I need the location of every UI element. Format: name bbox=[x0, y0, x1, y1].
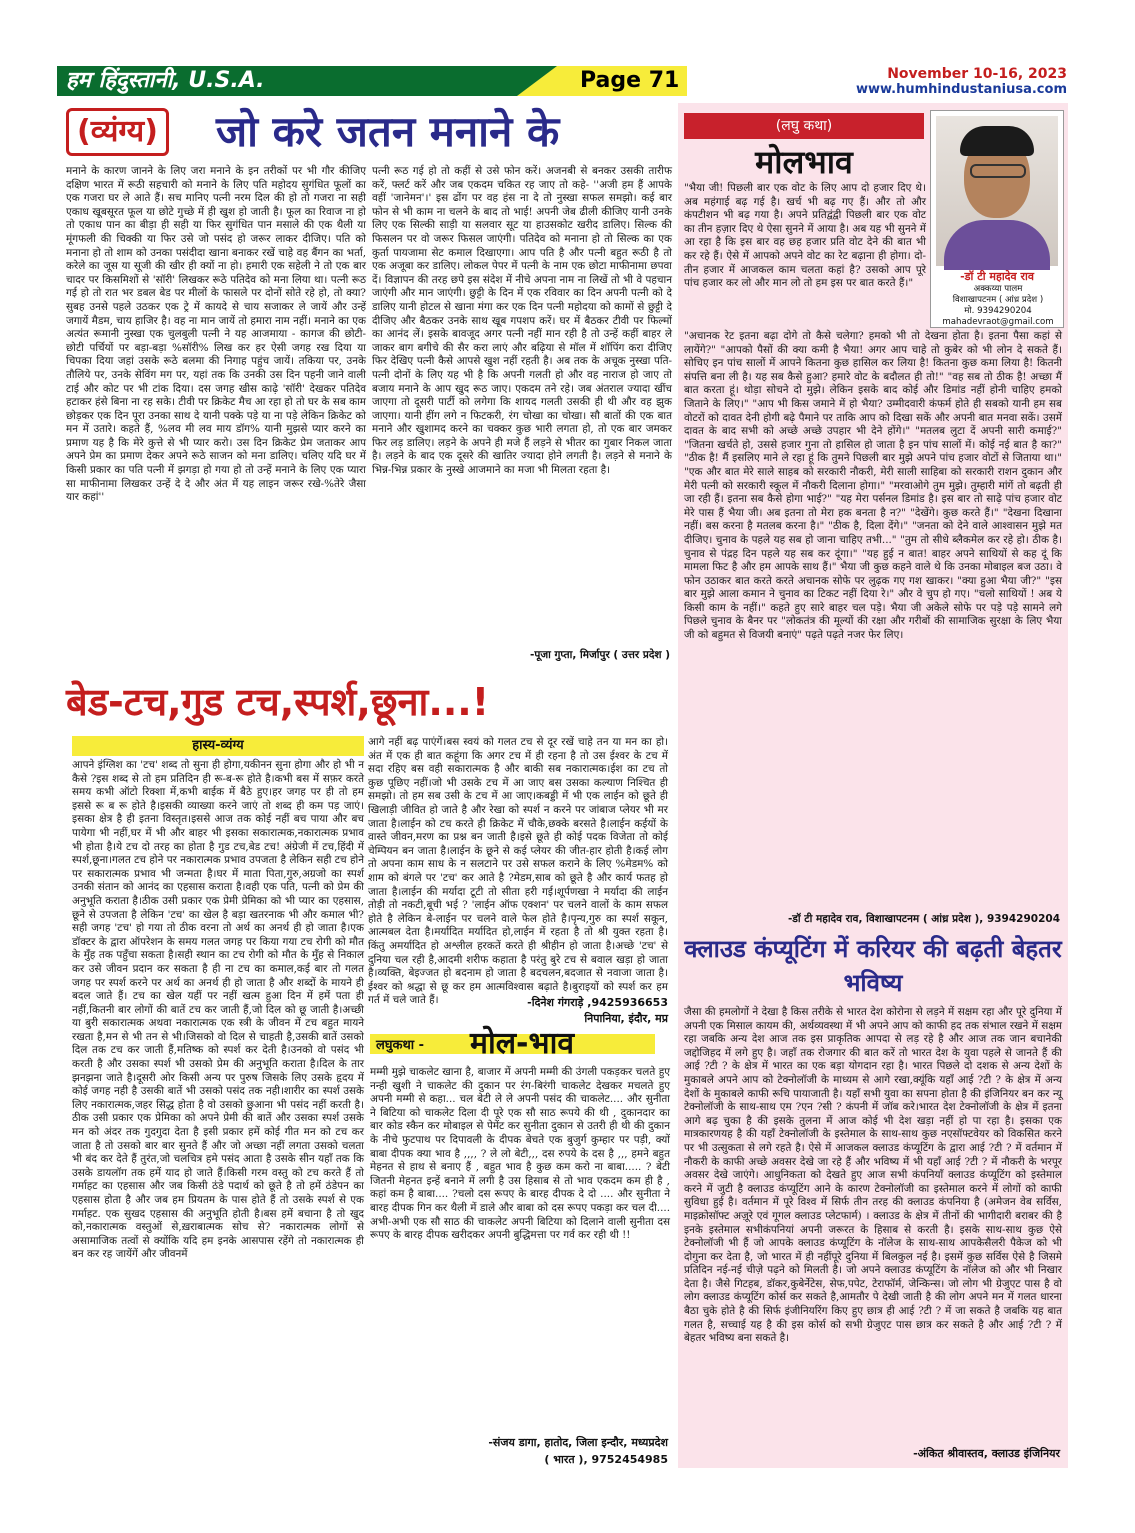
article2-byline-name: -दिनेश गंगराड़े ,9425936653 bbox=[527, 996, 668, 1009]
article2-title: बेड-टच,गुड टच,स्पर्श,छूना...! bbox=[66, 680, 490, 724]
article2-column-1: आपने इंग्लिश का 'टच' शब्द तो सुना ही होगा,यकीनन सुना होगा और हो भी न कैसे ?इस शब्द से तो हम प्रतिदिन ही रू-ब-रू होते है।कभी बस में सफ़र करते समय कभी ऑटो रिक्शा में,कभी बाईक में बैठे हुए।हर जगह पर ही तो हम इससे रू ब रू होते है।इसकी व्याख्या करने जाएं तो शब्द ही कम पड़ जाएं।इसका क्षेत्र है ही इतना विस्तृत।इससे आज तक कोई नहीं बच पाया और बच पायेगा भी नहीं,घर में भी और बाहर भी इसका सकारात्मक,नकारात्मक प्रभाव भी होता है।ये टच दो तरह का होता है गुड टच,बेड टच! अंग्रेजी में टच,हिंदी में स्पर्श,छूना।गलत टच होने पर नकारात्मक प्रभाव उपजता है लेकिन सही टच होने पर सकारात्मक प्रभाव भी जन्मता है।घर में माता पिता,गुरु,अग्रजो का स्पर्श उनकी संतान को आनंद का एहसास कराता है।वही एक पति, पत्नी को प्रेम की अनुभूति कराता है।ठीक उसी प्रकार एक प्रेमी प्रेमिका को भी प्यार का एहसास, छूने से उपजता है लेकिन 'टच' का खेल है बड़ा खतरनाक भी और कमाल भी? सही जगह 'टच' हो गया तो ठीक वरना तो अर्थ का अनर्थ ही हो जाता है।एक डॉक्टर के द्वारा ऑपरेशन के समय गलत जगह पर किया गया टच रोगी को मौत के मुँह तक पहुँचा सकता है।सही स्थान का टच रोगी को मौत के मुँह से निकाल कर उसे जीवन प्रदान कर सकता है ही ना टच का कमाल,कई बार तो गलत जगह पर स्पर्श करने पर अर्थ का अनर्थ ही हो जाता है और शब्दों के मायने ही बदल जाते हैं। टच का खेल यहीं पर नहीं खत्म हुआ दिन में हमें पता ही नहीं,कितनी बार लोगों की बातें टच कर जाती हैं,जो दिल को छू जाती है।अच्छी या बुरी सकारात्मक अथवा नकारात्मक एक स्त्री के जीवन में टच बहुत मायने रखता है,मन से भी तन से भी।जिसको वो दिल से चाहती है,उसकी बातें उसको दिल तक टच कर जाती हैं,मतिष्क को स्पर्श कर देती है।उनको वो पसंद भी करती है और उसका स्पर्श भी उसको प्रेम की अनुभूति कराता है।दिल के तार झनझना जाते है।दूसरी ओर किसी अन्य पर पुरुष जिसके लिए उसके हृदय में कोई जगह नही है उसकी बातें भी उसको पसंद तक नही।शारीर का स्पर्श उसके लिए नकारात्मक,जहर सिद्ध होता है वो उसको छुआना भी पसंद नहीं करती है।ठीक उसी प्रकार एक प्रेमिका को अपने प्रेमी की बातें और उसका स्पर्श उसके मन को अंदर तक गुदगुदा देता है इसी प्रकार हमें कोई गीत मन को टच कर जाता है तो उसको बार बार सुनते हैं और जो अच्छा नहीं लगता उसको चलता भी बंद कर देते हैं तुरंत,जो चलचित्र हमे पसंद आता है उसके सीन यहाँ तक कि उसके डायलॉग तक हमें याद हो जाते हैं।किसी गरम वस्तु को टच करते हैं तो गर्माहट का एहसास और जब किसी ठंडे पदार्थ को छूते है तो हमें ठंडेपन का एहसास होता है और जब हम प्रियतम के पास होते हैं तो उसके स्पर्श से एक गर्माहट. एक सुखद एहसास की अनुभूति होती है।बस हमें बचाना है तो खुद को,नकारात्मक वस्तुओं से,ख़राबात्मक सोच से? नकारात्मक लोगों से असामाजिक तत्वों से क्योंकि यदि हम इनके आसपास रहेंगे तो नकारात्मक ही बन कर रह जायेंगें और जीवनमें bbox=[72, 759, 364, 1261]
article4-body: "अचानक रेट इतना बढ़ा दोगे तो कैसे चलेगा? हमको भी तो देखना होता है। इतना पैसा कहां से लायेंगे?" "आपको पैसों की क्या कमी है भैया! अगर आप चाहे तो कुबेर को भी लोन दे सकते हैं। सोचिए इन पांच सालों में आपने कितना कुछ हासिल कर लिया है! कितना कुछ कमा लिया है! कितनी संपत्ति बना ली है। यह सब कैसे हुआ? हमारे वोट के बदौलत ही तो!" "वह सब तो ठीक है! अच्छा मैं बात करता हूं। थोड़ा सोचने दो मुझे। लेकिन इसके बाद कोई और डिमांड नहीं होनी चाहिए हमको जिताने के लिए।" "आप भी किस जमाने में हो भैया? उम्मीदवारी कंफर्म होते ही सबको यानी हम सब वोटरों को दावत देनी होगी बढ़े पैमाने पर ताकि आप को दिखा सकें और अपनी बात मनवा सकें। उसमें दावत के बाद सभी को अच्छे अच्छे उपहार भी देने होंगे।" "मतलब लुटा दें अपनी सारी कमाई?" "जितना खर्चते हो, उससे हजार गुना तो हासिल हो जाता है इन पांच सालों में। कोई नई बात है का?" "ठीक है! मैं इसलिए माने ले रहा हूं कि तुमने पिछली बार मुझे अपने पांच हजार वोटों से जिताया था।" "एक और बात मेरे साले साहब को सरकारी नौकरी, मेरी साली साहिबा को सरकारी राशन दुकान और मेरी पत्नी को सरकारी स्कूल में नौकरी दिलाना होगा।" "मरवाओगे तुम मुझे। तुम्हारी मांगें तो बढ़ती ही जा रही हैं। इतना सब कैसे होगा भाई?" "यह मेरा पर्सनल डिमांड है। इस बार तो साढ़े पांच हजार वोट मेरे पास हैं भैया जी। अब इतना तो मेरा हक बनता है न?" "देखेंगे। कुछ करते हैं।" "देखना दिखाना नहीं। बस करना है मतलब करना है।" "ठीक है, दिला देंगे।" "जनता को देने वाले आश्वासन मुझे मत दीजिए। चुनाव के पहले यह सब हो जाना चाहिए तभी..." "तुम तो सीधे ब्लैकमेल कर रहे हो। ठीक है। चुनाव से पंद्रह दिन पहले यह सब कर दूंगा।" "यह हुई न बात! बाहर अपने साथियों से कह दूं कि मामला फिट है और हम आपके साथ हैं।" भैया जी कुछ कहने वाले थे कि उनका मोबाइल बज उठा। वे फोन उठाकर बात करते करते अचानक सोफे पर लुढ़क गए गश खाकर। "क्या हुआ भैया जी?" "इस बार मुझे आला कमान ने चुनाव का टिकट नहीं दिया रे।" और वे चुप हो गए। "चलो साथियों ! अब ये किसी काम के नहीं।" कहते हुए सारे बाहर चल पड़े। भैया जी अकेले सोफे पर पड़े पड़े सामने लगे पिछले चुनाव के बैनर पर "लोकतंत्र की मूल्यों की रक्षा और गरीबों की सामाजिक सुरक्षा के लिए भैया जी को बहुमत से विजयी बनाएं" पढ़ते पढ़ते नजर फेर लिए। bbox=[684, 330, 1062, 642]
article4-title: मोलभाव bbox=[755, 143, 853, 181]
article3-byline-name: -संजय डागा, हातोद, जिला इन्दौर, मध्यप्रदेश bbox=[488, 1436, 668, 1449]
article1-byline: -पूजा गुप्ता, मिर्जापुर ( उत्तर प्रदेश ) bbox=[530, 649, 670, 661]
author-phone: मो. 9394290204 bbox=[964, 306, 1032, 316]
article2-tag: हास्य-व्यंग्य bbox=[72, 736, 364, 756]
article5-title: क्लाउड कंप्यूटिंग में करियर की बढ़ती बेहतर भविष्य bbox=[684, 935, 1062, 997]
article2-column-2: आगे नहीं बढ़ पाएंगें।बस स्वयं को गलत टच से दूर रखें चाहे तन या मन का हो।अंत में एक ही बात कहूंगा कि अगर टच में ही रहना है तो उस ईश्वर के टच में सदा रहिए बस वही सकारात्मक है और बाकी सब नकारात्मक।ईश का टच तो कुछ पूछिए नहीं।जो भी उसके टच में आ जाए बस उसका कल्याण निश्चित ही समझो। तो हम सब उसी के टच में आ जाए।कबड्डी में भी एक लाईन को छूते ही खिलाड़ी जीवित हो जाते है और रेखा को स्पर्श न करने पर जांबाज प्लेयर भी मर जाता है।लाईन को टच करते ही क्रिकेट में चौके,छक्के बरसते है।लाईन कईयों के वास्ते जीवन,मरण का प्रश्न बन जाती है।इसे छूते ही कोई पदक विजेता तो कोई चेम्पियन बन जाता है।लाईन के छूने से कई प्लेयर की जीत-हार होती है।कई लोग तो अपना काम साध के न सलटाने पर उसे सफल कराने के लिए %मेडम% को शाम को बंगले पर 'टच' कर आते है ?मेडम,साब को छूते है और कार्य फतह हो जाता है।लाईन की मर्यादा टूटी तो सीता हरी गई।शूर्पणखा ने मर्यादा की लाईन तोड़ी तो नकटी,बूची भई ? 'लाईन ऑफ एक्शन' पर चलने वालों के काम सफल होते है लेकिन बे-लाईन पर चलने वाले फेल होते है।पृन्य,गुरु का स्पर्श सकून, आत्मबल देता है।मर्यादित मर्यादित हो,लाईन में रहता है तो श्री युक्त रहता है। किंतु अमर्यादित हो अश्लील हरकतें करते ही श्रीहीन हो जाता है।अच्छे 'टच' से दुनिया चल रही है,आदमी शरीफ कहाता है परंतु बुरे टच से बवाल खड़ा हो जाता है।व्यक्ति, बेइज्जत हो बदनाम हो जाता है बदचलन,बदजात से नवाजा जाता है।ईश्वर को श्रद्धा से छू कर हम आत्मविश्वास बढ़ाते है।बुराइयों को स्पर्श कर हम गर्त में चले जाते हैं। bbox=[368, 736, 668, 1007]
article1-header bbox=[66, 104, 670, 162]
article1-title: जो करे जतन मनाने के bbox=[216, 107, 560, 156]
article1-column-2: पत्नी रूठ गई हो तो कहीं से उसे फोन करें। अजनबी से बनकर उसकी तारीफ करें, फ्लर्ट करें और जब एकदम चकित रह जाए तो कहे- ''अजी हम हैं आपके वहीं 'जानेमन'।' इस ढोंग पर वह हंस ना दे तो नुस्खा सफल समझो। कई बार फोन से भी काम ना चलने के बाद तो भाई! अपनी जेब ढीली कीजिए यानी उनके लिए एक सिल्की साड़ी या सलवार सूट या हाउसकोट खरीद डालिए। सिल्क की फिसलन पर वो जरूर फिसल जाएंगी। पतिदेव को मनाना हो तो सिल्क का एक कुर्ता पायजामा सेट कमाल दिखाएगा। आप पति है और पत्नी बहुत रूठी है तो एक अजूबा कर डालिए। लोकल पेपर में पत्नी के नाम एक छोटा माफीनामा छपवा दें। विज्ञापन की तरह छपे इस संदेश में नीचे अपना नाम ना लिखें तो भी वे पहचान जाएंगी और मान जाएंगी। छुट्टी के दिन में एक रविवार का दिन अपनी पत्नी को दे डालिए यानी होटल से खाना मंगा कर एक दिन पत्नी महोदया को कामों से छुट्टी दे दीजिए और बैठकर उनके साथ खूब गपशप करें। घर में बैठकर टीवी पर फिल्मों का आनंद लें। इसके बावजूद अगर पत्नी नहीं मान रही है तो उन्हें कहीं बाहर ले जाकर बाग बगीचे की सैर करा लाएं और बढ़िया से मॉल में शॉपिंग करा दीजिए फिर देखिए पत्नी कैसे आपसे खुश नहीं रहती है। अब तक के अचूक नुस्खा पति-पत्नी दोनों के लिए यह भी है कि अपनी गलती हो और वह नाराज हो जाए तो बजाय मनाने के आप खुद रूठ जाए। एकदम तने रहे। जब अंतराल ज्यादा खींच जाएगा तो दूसरी पार्टी को लगेगा कि शायद गलती उसकी ही थी और वह झुक जाएगा। यानी हींग लगे न फिटकरी, रंग चोखा का चोखा। सौ बातों की एक बात मनाने और खुशामद करने का चक्कर कुछ भारी लगता हो, तो एक बार जमकर फिर लड़ डालिए। लड़ने के अपने ही मजे हैं लड़ने से भीतर का गुबार निकल जाता है। लड़ने के बाद एक दूसरे की खातिर ज्यादा होने लगती है। लड़ने से मनाने के भिन्न-भिन्न प्रकार के नुस्खे आजमाने का मजा भी मिलता रहता है। bbox=[372, 165, 672, 477]
article3-body: मम्मी मुझे चाकलेट खाना है, बाजार में अपनी मम्मी की उंगली पकड़कर चलते हुए नन्ही खुशी ने चाकलेट की दुकान पर रंग-बिरंगी चाकलेट देखकर मचलते हुए अपनी मम्मी से कहा... चल बेटी ले ले अपनी पसंद की चाकलेट.... और सुनीता ने बिटिया को चाकलेट दिला दी पूरे एक सौ साठ रूपये की थी , दुकानदार का बार कोड स्कैन कर मोबाइल से पेमेंट कर सुनीता दुकान से उतरी ही थी की दुकान के नीचे फुटपाथ पर दिपावली के दीपक बेचते एक बुजुर्ग कुम्हार पर पड़ी, क्यों बाबा दीपक क्या भाव है ,,,, ? ले लो बेटी,,, दस रुपये के दस है ,,, हमने बहुत मेहनत से हाथ से बनाए हैं , बहुत भाव है कुछ कम करो ना बाबा..... ? बेटी जितनी मेहनत इन्हें बनाने में लगी है उस हिसाब से तो भाव एकदम कम ही है , कहां कम है बाबा.... ?चलो दस रूपए के बारह दीपक दे दो .... और सुनीता ने बारह दीपक गिन कर थैली में डाले और बाबा को दस रूपए पकड़ा कर चल दी.... अभी-अभी एक सौ साठ की चाकलेट अपनी बिटिया को दिलाने वाली सुनीता दस रूपए के बारह दीपक खरीदकर अपनी बुद्धिमत्ता पर गर्व कर रही थी !! bbox=[370, 1066, 670, 1242]
author-city: विशाखापटनम ( आंध्र प्रदेश ) bbox=[952, 295, 1044, 305]
article4-body-top: "भैया जी! पिछली बार एक वोट के लिए आप दो हजार दिए थे। अब महंगाई बढ़ गई है। खर्च भी बढ़ गए हैं। और तो और कंपटीशन भी बढ़ गया है। अपने प्रतिद्वंद्वी पिछली बार एक वोट का तीन हज़ार दिए थे ऐसा सुनने में आया है। अब यह भी सुनने में आ रहा है कि इस बार वह छह हजार प्रति वोट देने की बात भी कर रहे हैं। ऐसे में आपको अपने वोट का रेट बढ़ाना ही होगा। दो-तीन हजार में आजकल काम चलता कहां है? उसको आप पूरे पांच हजार कर लो और मान लो तो हम इस पर बात करते हैं।" bbox=[684, 182, 926, 290]
article2-byline-place: निपानिया, इंदौर, मप्र bbox=[584, 1012, 668, 1025]
author-card bbox=[930, 110, 1064, 328]
author-photo bbox=[936, 116, 1058, 266]
article5-byline: -अंकित श्रीवास्तव, क्लाउड इंजिनियर bbox=[913, 1447, 1060, 1460]
article3-byline-contact: ( भारत ), 9752454985 bbox=[544, 1453, 668, 1466]
article3-title: मोल-भाव bbox=[470, 1026, 575, 1061]
article5-body: जैसा की हमलोगों ने देखा है किस तरीके से भारत देश कोरोना से लड़ने में सक्षम रहा और पूरे दुनिया में अपनी एक मिसाल कायम की, अर्थव्यवस्था में भी अपने आप को काफी हद तक संभाल रखने में सक्षम रहा जबकि अन्य देश आज तक इस प्राकृतिक आपदा से लड़ रहे है और आज तक जान बचानेकी जद्दोजिहद में लगे हुए है। जहाँ तक रोजगार की बात करें तो भारत देश के युवा पहले से जानते हैं की आई ?टी ? के क्षेत्र में भारत का एक बड़ा योगदान रहा है। भारत पिछले दो दशक से अन्य देशों के मुकाबले अपने आप को टेक्नोलॉजी के माध्यम से आगे रखा,क्यूंकि यहाँ आई ?टी ? के क्षेत्र में अन्य देशों के मुकाबले काफी रूचि पायाजाती है। यहाँ सभी युवा का सपना होता है की इंजिनियर बन कर न्यू टेक्नोलॉजी के साथ-साथ एम ?एन ?सी ? कंपनी में जॉब करे।भारत देश टेक्नोलॉजी के क्षेत्र में इतना आगे बढ़ चुका है की इसके तुलना में आज कोई भी देश खड़ा नहीं हो पा रहा है। इसका एक मात्रकारणयह है की यहाँ टेक्नोलॉजी के इस्तेमाल के साथ-साथ कुछ नएसॉफ्टवेयर को विकसित करने पर भी उत्सुकता से लगे रहते है। ऐसे में आजकल क्लाउड कंप्यूटिंग के द्वारा आई ?टी ? में वर्तमान में नौकरी के काफी अच्छे अवसर देखे जा रहे हैं और भविष्य में भी यहाँ आई ?टी ? में नौकरी के भरपूर अवसर देखे जाएंगे। आधुनिकता को देखते हुए आज सभी कंपनियाँ क्लाउड कंप्यूटिंग को इस्तेमाल करने में जुटी है क्लाउड कंप्यूटिंग आने के कारण टेक्नोलॉजी का इस्तेमाल करने में लोगों को काफी सुविधा हुई है। वर्तमान में पूरे विश्व में सिर्फ तीन तरह की क्लाउड कंपनिया है (अमेजन वेब सर्विस, माइक्रोसॉफ्ट अज़ूरे एवं गूगल क्लाउड प्लेटफार्म) । क्लाउड के क्षेत्र में तीनों की भागीदारी बराबर की है इनके इस्तेमाल सभीकंपनियां अपनी जरूरत के हिसाब से करती है। इसके साथ-साथ कुछ ऐसे टेक्नोलॉजी भी हैं जो आपके क्लाउड कंप्यूटिंग के नॉलेज के साथ-साथ आपकेसैलरी पैकेज को भी दोगुना कर देता है, जो भारत में ही नहींपूरे दुनिया में बिलकुल नई है। इसमें कुछ सर्विस ऐसे है जिसमे प्रतिदिन नई-नई चीज़े पढ़ने को मिलती है। जो अपने क्लाउड कंप्यूटिंग के नॉलेज को और भी निखार देता है। जैसे गिटहब, डॉकर,कुबेर्नेटेस, सेफ,पपेट, टेराफॉर्म, जेन्किन्स। जो लोग भी ग्रेजुएट पास है वो लोग क्लाउड कंप्यूटिंग कोर्स कर सकते है,आमतौर पे देखी जाती है की लोग अपने मन में गलत धारना बैठा चुके होते है की सिर्फ इंजीनियरिंग किए हुए छात्र ही आई ?टी ? में जा सकते है जबकि यह बात गलत है, सच्चाई यह है की इस कोर्स को सभी ग्रेजुएट पास छात्र कर सकते है और आई ?टी ? में बेहतर भविष्य बना सकते है। bbox=[684, 1006, 1062, 1345]
author-locality: अक्कय्या पालम bbox=[973, 284, 1023, 294]
masthead bbox=[0, 0, 1135, 100]
author-email[interactable]: mahadevraot@gmail.com bbox=[942, 317, 1054, 327]
page-number: Page 71 bbox=[580, 68, 680, 93]
article2-byline bbox=[420, 995, 668, 1027]
author-info bbox=[935, 284, 1061, 328]
article3-tag: लघुकथा - bbox=[376, 1038, 425, 1053]
article3-header bbox=[370, 1026, 670, 1062]
issue-date: November 10-16, 2023 bbox=[887, 66, 1067, 82]
author-name: -डॉ टी महादेव राव bbox=[960, 270, 1034, 283]
masthead-title: हम हिंदुस्तानी, U.S.A. bbox=[66, 68, 265, 93]
article4-tag: (लघु कथा) bbox=[684, 113, 924, 139]
article3-byline bbox=[400, 1434, 668, 1468]
article1-tag: (व्यंग्य) bbox=[66, 108, 169, 156]
article1-column-1: मनाने के कारण जानने के लिए जरा मनाने के इन तरीकों पर भी गौर कीजिए दक्षिण भारत में रूठी सहचारी को मनाने के लिए पति महोदय सुगंधित फूलों का एक गजरा घर ले आते हैं। सच मानिए पत्नी नरम दिल की हो तो गजरा ना सही एकाध खूबसूरत फूल या छोटे गुच्छे में ही खुश हो जाती है। फूल का रिवाज ना हो तो एकाध पान का बीड़ा ही सही या फिर सुगंधित पान मसाले की एक थैली या मूंगफली की चिक्की या फिर उसे जो पसंद हो जरूर लाकर दीजिए। पति को मनाना हो तो शाम को उनका पसंदीदा खाना बनाकर रखें चाहे वह बैंगन का भर्ता, करेले का जूस या सूजी की खीर ही क्यों ना हो। हमारी एक सहेली ने तो एक बार चादर पर किसमिशों से 'सॉरी' लिखकर रूठे पतिदेव को मना लिया था। पत्नी रूठ गई हो तो रात भर डबल बेड पर मीलों के फासले पर दोनों सोते रहे हो, तो क्या? सुबह उनसे पहले उठकर एक ट्रे में कायदे से चाय सजाकर ले जायें और उन्हें जगायें मैडम, चाय हाजिर है। वह ना मान जायें तो हमारा नाम नहीं। मनाने का एक अत्यंत रूमानी नुस्खा एक चुलबुली पत्नी ने यह आजमाया - कागज की छोटी-छोटी पर्चियों पर बड़ा-बड़ा %सॉरी% लिख कर हर ऐसी जगह रख दिया या चिपका दिया जहां उसके रूठे बलमा की निगाह पहुंच जायें। तकिया पर, उनके तौलिये पर, उनके सेविंग मग पर, यहां तक कि उनकी उस दिन पहनी जाने वाली टाई और कोट पर भी टांक दिया। दस जगह खीस काढ़े 'सॉरी' देखकर पतिदेव हटाकर हंसे बिना ना रह सके। टीवी पर क्रिकेट मैच आ रहा हो तो घर के सब काम छोड़कर एक दिन पूरा उनका साथ दे यानी पक्के पड़े या ना पड़े लेकिन क्रिकेट को मन में उतारे। कहते हैं, %लव मी लव माय डॉग% यानी मुझसे प्यार करने का प्रमाण यह है कि मेरे कुत्ते से भी प्यार करो। उस दिन क्रिकेट प्रेम जताकर आप अपने प्रेम का प्रमाण देकर अपने रूठे साजन को मना डालिए। चलिए यदि घर में किसी प्रकार का पति पत्नी में झगड़ा हो गया हो तो उन्हें मनाने के लिए एक प्यारा सा माफीनामा लिखकर उन्हें दे दे और अंत में यह लाइन जरूर रखे-%तेरे जैसा यार कहां'' bbox=[66, 165, 366, 504]
article4-byline: -डॉ टी महादेव राव, विशाखापटनम ( आंध्र प्रदेश ), 9394290204 bbox=[787, 913, 1060, 925]
website-url[interactable]: www.humhindustaniusa.com bbox=[855, 82, 1067, 97]
